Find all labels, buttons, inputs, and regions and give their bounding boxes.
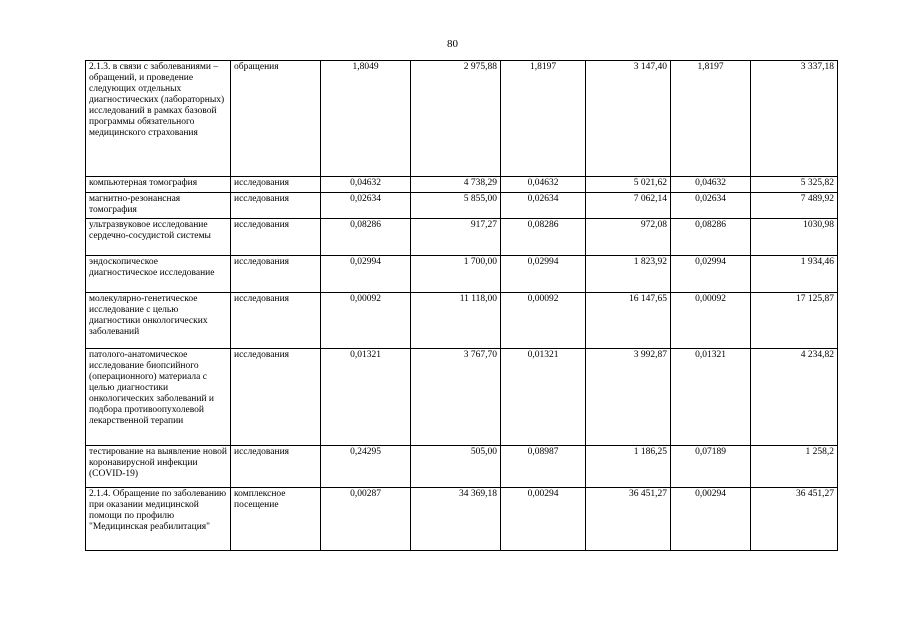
cost-value-2: 972,08 [586,219,671,256]
volume-value-2: 0,00294 [501,488,586,551]
cost-value-3: 1 258,2 [751,446,838,488]
volume-value-1: 0,04632 [321,177,411,193]
cost-value-3: 3 337,18 [751,61,838,177]
cost-value-3: 4 234,82 [751,349,838,446]
volume-value-3: 0,04632 [671,177,751,193]
service-name: патолого-анатомическое исследование биопсийного (операционного) материала с целью диагностики онкологических заболеваний и подбора противоопухолевой лекарственной терапии [86,349,231,446]
cost-value-1: 1 700,00 [411,256,501,293]
unit-of-measure: обращения [231,61,321,177]
table-row [86,61,838,177]
cost-value-3: 7 489,92 [751,193,838,219]
table-row [86,446,838,488]
volume-value-3: 0,00092 [671,293,751,349]
service-name: тестирование на выявление новой коронавирусной инфекции (COVID-19) [86,446,231,488]
cost-value-3: 5 325,82 [751,177,838,193]
cost-value-2: 1 823,92 [586,256,671,293]
cost-value-1: 11 118,00 [411,293,501,349]
volume-value-2: 0,02994 [501,256,586,293]
volume-value-2: 0,00092 [501,293,586,349]
cost-value-3: 1030,98 [751,219,838,256]
cost-value-2: 36 451,27 [586,488,671,551]
volume-value-1: 0,01321 [321,349,411,446]
cost-value-1: 3 767,70 [411,349,501,446]
volume-value-1: 0,24295 [321,446,411,488]
volume-value-1: 1,8049 [321,61,411,177]
cost-value-1: 34 369,18 [411,488,501,551]
volume-value-3: 0,07189 [671,446,751,488]
table-row [86,349,838,446]
volume-value-2: 0,08987 [501,446,586,488]
volume-value-3: 0,08286 [671,219,751,256]
standards-table [85,60,838,551]
unit-of-measure: исследования [231,177,321,193]
volume-value-2: 0,02634 [501,193,586,219]
volume-value-2: 0,08286 [501,219,586,256]
volume-value-2: 1,8197 [501,61,586,177]
volume-value-1: 0,08286 [321,219,411,256]
volume-value-3: 0,02994 [671,256,751,293]
unit-of-measure: исследования [231,349,321,446]
cost-value-1: 4 738,29 [411,177,501,193]
volume-value-2: 0,04632 [501,177,586,193]
unit-of-measure: исследования [231,446,321,488]
volume-value-1: 0,00092 [321,293,411,349]
table-row [86,219,838,256]
service-name: эндоскопическое диагностическое исследование [86,256,231,293]
cost-value-2: 1 186,25 [586,446,671,488]
cost-value-3: 17 125,87 [751,293,838,349]
page-number: 80 [447,38,458,50]
cost-value-2: 16 147,65 [586,293,671,349]
cost-value-3: 36 451,27 [751,488,838,551]
table-row [86,488,838,551]
unit-of-measure: исследования [231,193,321,219]
service-name: 2.1.4. Обращение по заболеванию при оказании медицинской помощи по профилю "Медицинская реабилитация" [86,488,231,551]
volume-value-1: 0,00287 [321,488,411,551]
cost-value-1: 505,00 [411,446,501,488]
service-name: 2.1.3. в связи с заболеваниями – обращений, и проведение следующих отдельных диагностических (лабораторных) исследований в рамках базовой программы обязательного медицинского страхования [86,61,231,177]
unit-of-measure: комплексное посещение [231,488,321,551]
table-row [86,256,838,293]
service-name: ультразвуковое исследование сердечно-сосудистой системы [86,219,231,256]
volume-value-1: 0,02994 [321,256,411,293]
cost-value-2: 3 992,87 [586,349,671,446]
volume-value-2: 0,01321 [501,349,586,446]
volume-value-1: 0,02634 [321,193,411,219]
service-name: компьютерная томография [86,177,231,193]
service-name: магнитно-резонансная томография [86,193,231,219]
volume-value-3: 1,8197 [671,61,751,177]
cost-value-2: 5 021,62 [586,177,671,193]
service-name: молекулярно-генетическое исследование с целью диагностики онкологических заболеваний [86,293,231,349]
volume-value-3: 0,01321 [671,349,751,446]
cost-value-1: 2 975,88 [411,61,501,177]
volume-value-3: 0,00294 [671,488,751,551]
cost-value-2: 7 062,14 [586,193,671,219]
unit-of-measure: исследования [231,256,321,293]
unit-of-measure: исследования [231,219,321,256]
cost-value-1: 5 855,00 [411,193,501,219]
cost-value-2: 3 147,40 [586,61,671,177]
volume-value-3: 0,02634 [671,193,751,219]
table-row [86,193,838,219]
cost-value-1: 917,27 [411,219,501,256]
cost-value-3: 1 934,46 [751,256,838,293]
table-row [86,293,838,349]
table-row [86,177,838,193]
unit-of-measure: исследования [231,293,321,349]
